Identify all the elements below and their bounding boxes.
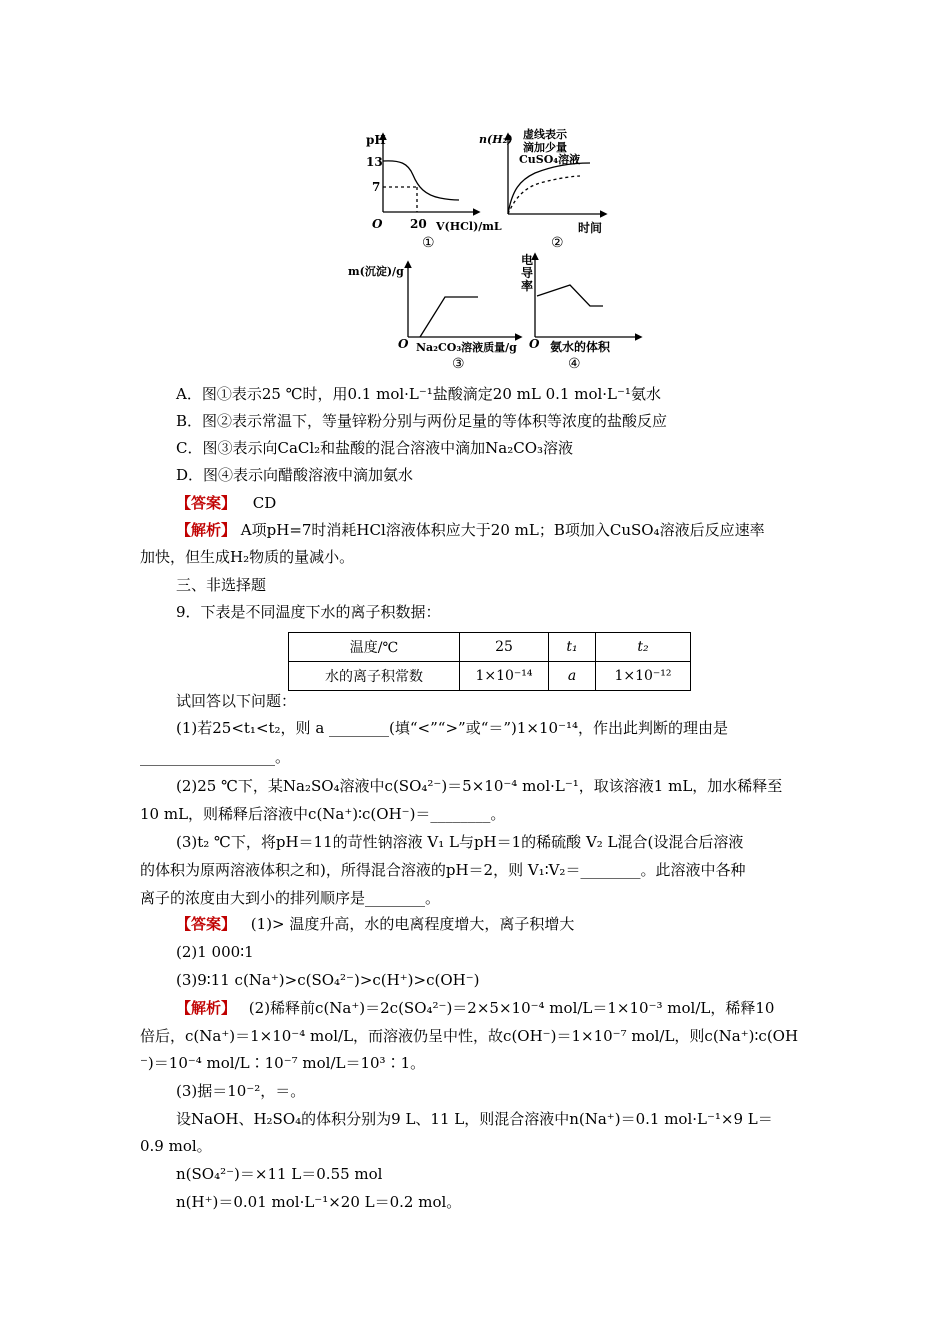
table-cell: 水的离子积常数 — [289, 662, 460, 691]
analysis8-line2: 加快，但生成H₂物质的量减小。 — [140, 548, 355, 566]
table-cell: 1×10⁻¹² — [596, 662, 691, 691]
g4-ylabel-3: 率 — [521, 279, 534, 293]
g2-solid-curve — [508, 163, 590, 214]
q9-p3-line3: 离子的浓度由大到小的排列顺序是________。 — [140, 889, 441, 907]
g2-note1: 虚线表示 — [523, 128, 567, 141]
table-row — [289, 662, 691, 691]
g3-line — [420, 297, 478, 337]
table-cell: 温度/℃ — [289, 633, 460, 662]
g1-curve — [383, 161, 459, 200]
answer9-tag: 【答案】 — [176, 915, 237, 933]
g2-note2: 滴加少量 — [523, 141, 567, 154]
analysis8-line1 — [176, 519, 765, 541]
g3-xlabel: Na₂CO₃溶液质量/g — [416, 341, 517, 354]
table-cell: 25 — [460, 633, 549, 662]
option-a: A．图①表示25 ℃时，用0.1 mol·L⁻¹盐酸滴定20 mL 0.1 mol·L⁻¹氨水 — [176, 385, 661, 403]
analysis9-line4: (3)据＝10⁻²，＝。 — [176, 1082, 306, 1100]
analysis9-tag: 【解析】 — [176, 999, 237, 1017]
figure-area — [0, 0, 950, 380]
g1-y7: 7 — [372, 180, 381, 194]
option-c: C．图③表示向CaCl₂和盐酸的混合溶液中滴加Na₂CO₃溶液 — [176, 439, 574, 457]
q9-prompt: 试回答以下问题： — [176, 692, 297, 710]
g4-ylabel-1: 电 — [521, 253, 534, 267]
g1-ylabel: pH — [366, 133, 386, 147]
q9-stem: 9．下表是不同温度下水的离子积数据： — [176, 603, 441, 621]
q9-p1-line2: __________________。 — [140, 748, 291, 766]
g3-origin: O — [398, 337, 409, 351]
answer9-line3: (3)9∶11 c(Na⁺)>c(SO₄²⁻)>c(H⁺)>c(OH⁻) — [176, 971, 480, 989]
g2-ylabel: n(H₂) — [479, 133, 513, 146]
analysis9-line1 — [176, 997, 774, 1019]
g1-y13: 13 — [366, 155, 383, 169]
table-row — [289, 633, 691, 662]
q9-p3-line1: (3)t₂ ℃下，将pH＝11的苛性钠溶液 V₁ L与pH＝1的稀硫酸 V₂ L混合(设混合后溶液 — [176, 833, 744, 851]
analysis9-line6: 0.9 mol。 — [140, 1137, 212, 1155]
q9-p1-line1: (1)若25<t₁<t₂，则 a ________(填“<”“>”或“＝”)1×10⁻¹⁴，作出此判断的理由是 — [176, 719, 729, 737]
analysis9-line2: 倍后，c(Na⁺)＝1×10⁻⁴ mol/L，而溶液仍呈中性，故c(OH⁻)＝1×10⁻⁷ mol/L，则c(Na⁺)∶c(OH — [140, 1027, 799, 1045]
answer8 — [176, 492, 276, 514]
g2-num: ② — [551, 235, 564, 251]
table-cell: t₂ — [596, 633, 691, 662]
analysis8-tag: 【解析】 — [176, 521, 237, 539]
g2-dashed-curve — [508, 176, 580, 214]
section3-heading: 三、非选择题 — [176, 576, 267, 594]
g1-x20: 20 — [410, 217, 427, 231]
q9-p2-line2: 10 mL，则稀释后溶液中c(Na⁺)∶c(OH⁻)＝________。 — [140, 805, 506, 823]
g4-origin: O — [529, 337, 540, 351]
answer9-line1 — [176, 913, 574, 935]
g2-note3: CuSO₄溶液 — [519, 153, 581, 166]
g1-xlabel: V(HCl)/mL — [436, 220, 502, 233]
g1-origin: O — [372, 217, 383, 231]
analysis9-line7: n(SO₄²⁻)＝×11 L＝0.55 mol — [176, 1165, 383, 1183]
g3-num: ③ — [452, 356, 465, 372]
table-cell: a — [549, 662, 596, 691]
ion-product-table — [288, 632, 691, 691]
option-b: B．图②表示常温下，等量锌粉分别与两份足量的等体积等浓度的盐酸反应 — [176, 412, 668, 430]
g4-xlabel: 氨水的体积 — [550, 340, 611, 354]
table-cell: 1×10⁻¹⁴ — [460, 662, 549, 691]
g4-line — [537, 285, 603, 306]
option-d: D．图④表示向醋酸溶液中滴加氨水 — [176, 466, 414, 484]
answer8-text: CD — [252, 494, 277, 512]
analysis9-line3: ⁻)＝10⁻⁴ mol/L∶10⁻⁷ mol/L＝10³∶1。 — [140, 1054, 426, 1072]
answer9-line2: (2)1 000∶1 — [176, 943, 254, 961]
g1-num: ① — [422, 235, 435, 251]
g2-xlabel: 时间 — [578, 221, 603, 235]
q9-p2-line1: (2)25 ℃下，某Na₂SO₄溶液中c(SO₄²⁻)＝5×10⁻⁴ mol·L⁻¹，取该溶液1 mL，加水稀释至 — [176, 777, 783, 795]
analysis8-text1: A项pH=7时消耗HCl溶液体积应大于20 mL；B项加入CuSO₄溶液后反应速率 — [240, 521, 765, 539]
analysis9-line8: n(H⁺)＝0.01 mol·L⁻¹×20 L＝0.2 mol。 — [176, 1193, 462, 1211]
figure-svg — [0, 0, 950, 380]
analysis9-l1: (2)稀释前c(Na⁺)＝2c(SO₄²⁻)＝2×5×10⁻⁴ mol/L＝1×10⁻³ mol/L，稀释10 — [248, 999, 775, 1017]
g4-num: ④ — [568, 356, 581, 372]
answer8-tag: 【答案】 — [176, 494, 237, 512]
g4-ylabel-2: 导 — [521, 266, 534, 280]
g3-ylabel: m(沉淀)/g — [348, 265, 404, 278]
answer9-l1: (1)> 温度升高，水的电离程度增大，离子积增大 — [250, 915, 575, 933]
table-cell: t₁ — [549, 633, 596, 662]
q9-p3-line2: 的体积为原两溶液体积之和)，所得混合溶液的pH＝2，则 V₁∶V₂＝________。此溶液中各种 — [140, 861, 746, 879]
analysis9-line5: 设NaOH、H₂SO₄的体积分别为9 L、11 L，则混合溶液中n(Na⁺)＝0.1 mol·L⁻¹×9 L＝ — [176, 1110, 773, 1128]
